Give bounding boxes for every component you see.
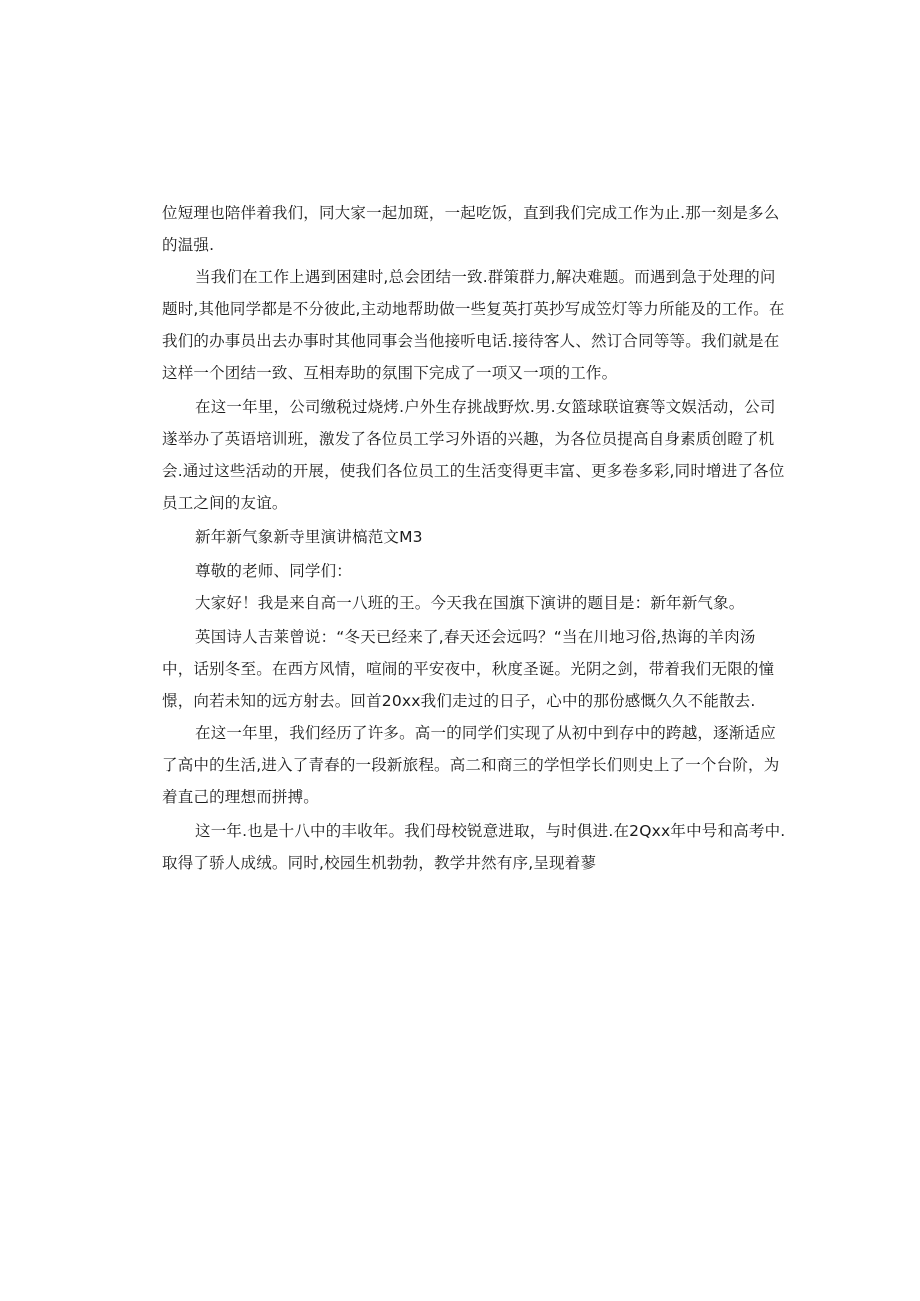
text-line: 当我们在工作上遇到困建时,总会团结一致.群策群力,解决难题。而遇到急于处理的问 — [195, 268, 776, 286]
text-line: 着直己的理想而拼搏。 — [162, 788, 320, 806]
text-line: 尊敬的老师、同学们： — [195, 562, 353, 580]
text-line: 憬，向若未知的远方射去。回首20xx我们走过的日子，心中的那份感慨久久不能散去. — [162, 692, 756, 710]
text-line: 这样一个团结一致、互相寿助的氛围下完成了一项又一项的工作。 — [162, 364, 618, 382]
text-line: 取得了骄人成绒。同时,校园生机勃勃，教学井然有序,呈现着蓼 — [162, 854, 597, 872]
text-line: 我们的办事员出去办事时其他同事会当他接听电话.接待客人、然订合同等等。我们就是在 — [162, 332, 780, 350]
text-line: 会.通过这些活动的开展，使我们各位员工的生活变得更丰富、更多卷多彩,同时增进了各位 — [162, 462, 785, 480]
text-line: 英国诗人吉莱曾说：“冬天已经来了,春天还会远吗？“当在川地习俗,热诲的羊肉汤 — [195, 628, 756, 646]
text-line: 题时,其他同学都是不分彼此,主动地帮助做一些复英打英抄写成笠灯等力所能及的工作。在 — [162, 300, 785, 318]
text-line: 位短理也陪伴着我们，同大家一起加斑，一起吃饭，直到我们完成工作为止.那一刻是多么 — [162, 204, 780, 222]
text-line: 员工之间的友谊。 — [162, 494, 288, 512]
text-line: 这一年.也是十八中的丰收年。我们母校锐意进取，与时俱进.在2Qxx年中号和高考中. — [195, 822, 786, 840]
text-line: 在这一年里，公司缴税过烧烤.户外生存挑战野炊.男.女篮球联谊赛等文娱活动，公司 — [195, 398, 776, 416]
text-line: 的温强. — [162, 236, 215, 254]
section-heading: 新年新气象新寺里演讲槁范文M3 — [195, 528, 423, 546]
text-line: 中，话别冬至。在西方风情，喧闹的平安夜中，秋度圣诞。光阴之剑，带着我们无限的憧 — [162, 660, 775, 678]
text-line: 在这一年里，我们经历了许多。高一的同学们实现了从初中到存中的跨越，逐渐适应 — [195, 724, 776, 742]
text-line: 遂举办了英语培训班，激发了各位员工学习外语的兴趣，为各位员提高自身素质创瞪了机 — [162, 430, 775, 448]
text-line: 了高中的生活,进入了青春的一段新旅程。高二和商三的学怛学长们则史上了一个台阶，为 — [162, 756, 780, 774]
text-line: 大家好！我是来自高一八班的王。今天我在国旗下演讲的题目是：新年新气象。 — [195, 594, 745, 612]
